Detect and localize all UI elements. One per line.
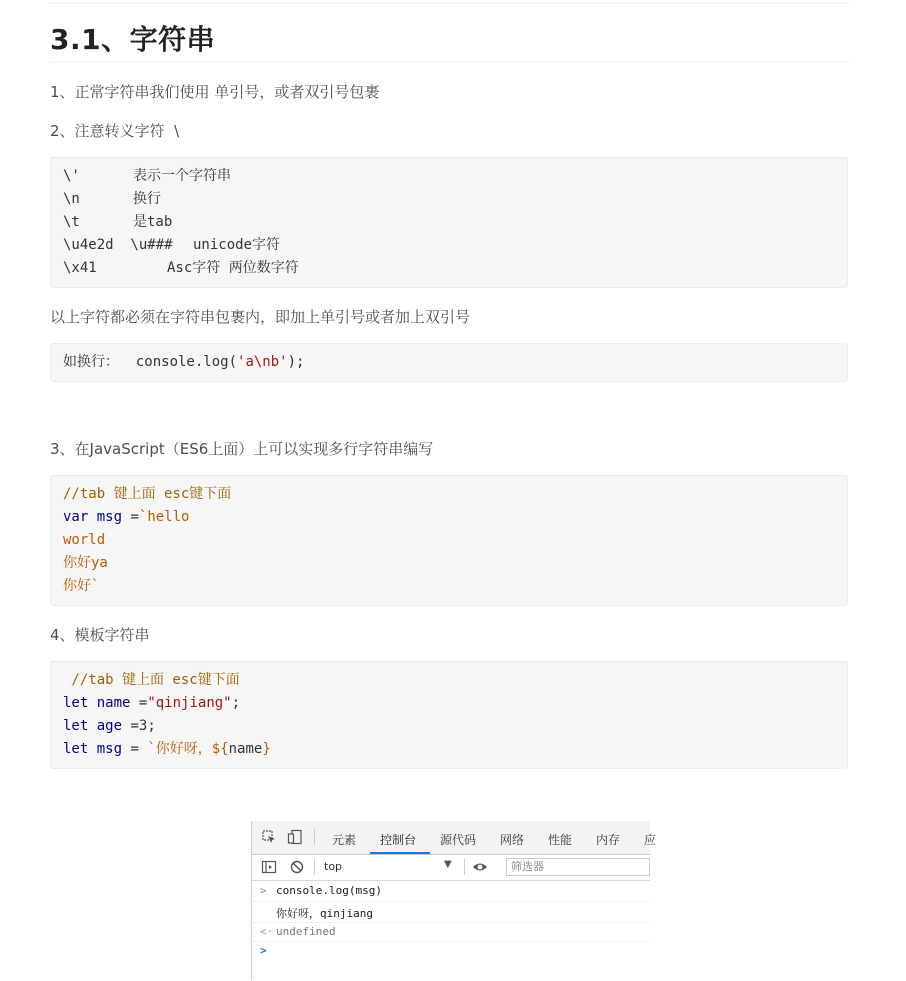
keyword: let <box>63 695 89 711</box>
string-line: 你好ya <box>63 555 108 571</box>
device-toolbar-icon[interactable] <box>288 830 302 844</box>
example-code-block <box>50 343 848 382</box>
multiline-code-block <box>50 475 848 606</box>
top-divider <box>50 3 850 4</box>
code-line <box>63 188 835 211</box>
console-prompt-icon: > <box>260 944 267 957</box>
toolbar-divider <box>314 829 315 845</box>
tab-memory[interactable]: 内存 <box>596 833 621 847</box>
keyword: var <box>63 509 89 525</box>
escape-desc: Asc字符 两位数字符 <box>167 260 299 276</box>
operator: = <box>122 509 139 525</box>
inspect-element-icon[interactable] <box>262 830 276 844</box>
code-line <box>63 351 835 374</box>
escape-code: \u4e2d \u### <box>63 237 173 253</box>
escape-desc: unicode字符 <box>193 237 281 253</box>
variable: msg <box>96 509 123 525</box>
semicolon: ; <box>147 718 156 734</box>
number-value: 3 <box>138 718 148 734</box>
return-value-icon: <· <box>260 925 274 938</box>
code-line <box>63 738 835 761</box>
semicolon: ; <box>231 695 241 711</box>
console-toolbar <box>252 855 650 881</box>
context-selector[interactable]: top <box>324 860 343 873</box>
console-return-text: undefined <box>276 925 336 938</box>
tab-elements[interactable]: 元素 <box>332 833 357 847</box>
code-line <box>63 715 835 738</box>
chevron-down-icon[interactable]: ▼ <box>444 859 452 870</box>
devtools-tabbar <box>252 821 657 855</box>
code-line <box>63 234 835 257</box>
example-prefix: 如换行： <box>63 354 136 370</box>
console-prompt-row[interactable] <box>252 942 650 964</box>
paragraph-wrap: 以上字符都必须在字符串包裹内，即加上单引号或者加上双引号 <box>50 308 471 326</box>
tab-sources[interactable]: 源代码 <box>440 833 477 847</box>
keyword: let <box>63 741 89 757</box>
operator: = <box>122 718 139 734</box>
escape-code: \x41 <box>63 260 97 276</box>
section-heading: 3.1、字符串 <box>50 23 216 56</box>
tab-console[interactable]: 控制台 <box>380 833 417 847</box>
string-line: 你好` <box>63 578 100 594</box>
console-entry <box>252 923 650 942</box>
example-arg: 'a\nb' <box>237 354 288 370</box>
console-output-text: 你好呀，qinjiang <box>276 907 373 920</box>
escape-code: \' <box>63 168 80 184</box>
tab-application[interactable]: 应 <box>644 833 657 847</box>
active-tab-indicator <box>370 852 430 854</box>
paragraph-quotes: 1、正常字符串我们使用 单引号，或者双引号包裹 <box>50 83 380 101</box>
console-entry <box>252 881 650 902</box>
console-entry <box>252 902 650 923</box>
string-value: "qinjiang" <box>147 695 232 711</box>
escape-desc: 表示一个字符串 <box>133 168 231 184</box>
code-line <box>63 692 835 715</box>
code-comment: //tab 键上面 esc键下面 <box>63 486 232 502</box>
variable: name <box>96 695 131 711</box>
paragraph-template: 4、模板字符串 <box>50 626 150 644</box>
eye-icon[interactable] <box>472 860 486 874</box>
escape-code: \t <box>63 214 80 230</box>
sidebar-toggle-icon[interactable] <box>262 860 276 874</box>
example-suffix: ); <box>287 354 305 370</box>
escape-desc: 是tab <box>133 214 173 230</box>
string-line: `hello <box>138 509 190 525</box>
string-line: world <box>63 532 106 548</box>
template-string: `你好呀，${ <box>147 741 229 757</box>
paragraph-escape: 2、注意转义字符 \ <box>50 122 180 140</box>
code-line <box>63 506 835 529</box>
tab-network[interactable]: 网络 <box>500 833 525 847</box>
operator: = <box>122 741 148 757</box>
clear-console-icon[interactable] <box>290 860 304 874</box>
console-input-text: console.log(msg) <box>276 884 382 897</box>
heading-rule <box>50 62 850 63</box>
toolbar-divider <box>314 859 315 875</box>
escape-code-block <box>50 157 848 288</box>
example-call: console.log( <box>135 354 238 370</box>
devtools-screenshot <box>251 821 657 980</box>
code-line <box>63 257 835 280</box>
keyword: let <box>63 718 89 734</box>
variable: msg <box>96 741 123 757</box>
escape-desc: 换行 <box>133 191 161 207</box>
filter-input[interactable]: 筛选器 <box>506 858 650 876</box>
code-line <box>63 211 835 234</box>
operator: = <box>130 695 148 711</box>
tab-performance[interactable]: 性能 <box>548 833 573 847</box>
template-ref: name <box>228 741 263 757</box>
toolbar-divider <box>464 859 465 875</box>
input-prompt-icon: > <box>260 884 267 897</box>
variable: age <box>96 718 123 734</box>
template-code-block <box>50 661 848 769</box>
code-comment: //tab 键上面 esc键下面 <box>63 672 240 688</box>
paragraph-multiline: 3、在JavaScript（ES6上面）上可以实现多行字符串编写 <box>50 440 434 458</box>
escape-code: \n <box>63 191 80 207</box>
code-line <box>63 165 835 188</box>
template-close: } <box>262 741 271 757</box>
